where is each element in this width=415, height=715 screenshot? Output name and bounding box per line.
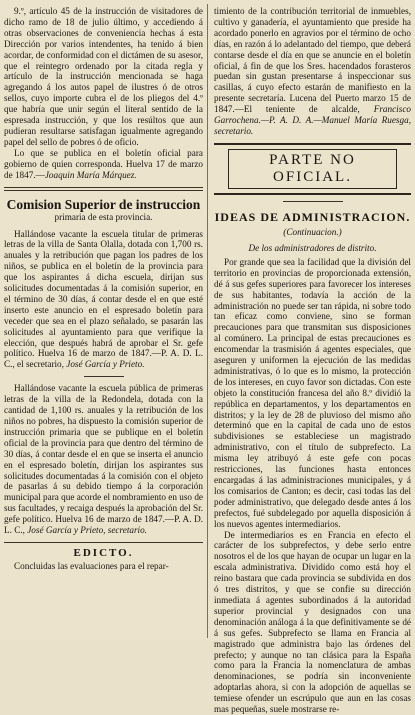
right-paragraph-1-text: timiento de la contribución territorial de inmuebles, cultivo y ganadería, el ayuntamiento que preside ha acordado ponerlo en agravios por el término de ocho días, en razón á lo adelantado del tiempo, que deberá contarse desde el día en que se anuncie en el boletín oficial, á fin de que los Sres. hacendados forasteros puedan sin gustan presentarse á inspeccionar sus casillas, á cuyo efecto estarán de manifiesto en la presente secretaría. Lucena del Puerto marzo 15 de 1847.—El teniente de alcalde,	[214, 6, 411, 115]
right-paragraph-3: De intermediarios es en Francia en efecto el carácter de los subprefectos, y debe serlo entre nosotros el de los que hayan de ocupar un lugar en la escala administrativa. Dividido como está hoy el reino bastara que cada provincia se subdivida en dos ó tres distritos, y que se confie su dirección inmediata á agentes subordinados á la autoridad superior provincial y designados con una denominación análoga á la que definitivamente se dé á sus gefes. Subprefecto se llama en Francia al magistrado que administra bajo las órdenes del prefecto; y aunque no tan clásica para la España como para la Francia la nomenclatura de ambas denominaciones, se podría sin inconveniente adoptarlas ahora, si con la adopción de aquellas se temiese ofender un escrúpulo que aun en las cosas mas pequeñas, suele mostrarse re-	[214, 529, 411, 715]
left-paragraph-5: Concluidas las evaluaciones para el repar-	[14, 560, 169, 571]
section-rule-top	[4, 187, 203, 188]
left-paragraph-3-signature: José García y Prieto.	[66, 359, 145, 370]
banner-title: PARTE NO OFICIAL.	[228, 149, 397, 189]
ideas-rule	[283, 201, 343, 202]
section-subtitle: primaria de esta provincia.	[54, 211, 153, 222]
right-paragraph-1	[214, 6, 411, 137]
left-paragraph-3-text: Hallándose vacante la escuela titular de primeras letras de la villa de Santa Olalla, dotada con 1,700 rs. anuales y la retribución que pagan los padres de los niños, se publica en el boletín de la provincia para que los aspirantes á dicha escuela, dirijan sus solicitudes documentadas á la comisión superior, en el término de 30 días, á contar desde el en que esté inserto este anuncio en el espresado boletín para veceder que sea en el plazo señalado, se pasarán las solicitudes al ayuntamiento para que verifique la elección, que después habrá de aprobar el Sr. gefe político. Huelva 16 de marzo de 1847.—P. A. D. L. C., el secretario,	[4, 228, 203, 370]
left-paragraph-2-signature: Joaquin María Márquez.	[44, 169, 137, 180]
section-title: Comision Superior de instruccion	[6, 196, 201, 212]
left-paragraph-2-text: Lo que se publica en el boletín oficial para gobierno de quien corresponda. Huelva 17 de marzo de 1847.	[4, 147, 203, 180]
edicto-heading: EDICTO.	[73, 546, 134, 559]
left-paragraph-4-signature: José García y Prieto, secretario.	[27, 525, 147, 536]
banner-frame	[214, 143, 411, 195]
section-rule-top-2	[4, 190, 203, 191]
left-paragraph-4	[4, 383, 203, 536]
ideas-title: IDEAS DE ADMINISTRACION.	[214, 209, 411, 224]
edicto-rule	[4, 542, 203, 543]
left-paragraph-3	[4, 229, 203, 371]
column-divider	[207, 4, 208, 638]
left-paragraph-2: Lo que se publica en el boletín oficial para gobierno de quien corresponda. Huelva 17 de marzo de 1847.—Joaquin María Márquez.	[4, 147, 203, 180]
continuation-label: (Continuacion.)	[283, 226, 342, 237]
right-paragraph-1-signature: Francisco Garrochena.—P. A. D. A.—Manuel María Ruesga, secretario.	[214, 104, 411, 136]
right-column	[214, 6, 411, 715]
left-column	[4, 6, 203, 638]
right-paragraph-2: Por grande que sea la facilidad que la división del territorio en provincias de proporcionada extensión, dé á sus gefes superiores para favorecer los intereses de sus habitantes, todavía la acción de la administración no puede ser tan rápida, ni sobre todo tan eficaz como conviene, sino se forman precauciones para que transmitan sus disposiciones al comúnero. La principal de estas precauciones es encomendar la trasmisión á agentes especiales, que aseguren y uniformen la ejecución de las medidas administrativas, ó lo que es lo mismo, la protección de los intereses, en cuyo favor son dictadas. Con este objeto la constitución francesa del año 8.º dividió la república en departamentos, y los departamentos en distritos; y la ley de 28 de pluvioso del mismo año determinó que en la capital de cada uno de estos subdivisiones se estableciese un magistrado administrativo, con el título de subprefecto. La misma ley atribuyó á este gefe con pocas restricciones, las funciones hasta entonces encargadas á las administraciones municipales, y á los comisarios de Canton; es decir, casi todas las del poder administrativo, que delegado desde antes á los prefectos, fué subdelegado por aquella disposición á los nuevos agentes intermediarios.	[214, 256, 411, 529]
left-paragraph-1: 9.º, artículo 45 de la instrucción de visitadores de dicho ramo de 18 de julio último, y accediendo á otras observaciones de conveniencia hechas á esta Dirección por varios intendentes, ha tenido á bien acordar, de conformidad con el dictámen de su asesor, que el reintegro ordenado por la citada regla y artículo de la instrucción mencionada se haga agregando á los autos papel de ilustres ó de otros sellos, cuyo importe cubra el de los pliegos del 4.º que habría que unir según el literal sentido de la espresada instrucción, y que los resúltos que aun pudieran resultarse satisfagan igualmente agregando papel del sello de pobres ó de oficio.	[4, 6, 203, 147]
article-subtitle: De los administradores de distrito.	[248, 242, 377, 253]
left-paragraph-4-text: Hallándose vacante la escuela pública de primeras letras de la villa de la Redondela, dotada con la cantidad de 1,100 rs. anuales y la retribución de los niños no pobres, ha dispuesto la comisión superior de instrucción primaria que se publique en el boletín oficial de la provincia para que dentro del término de 30 días, á contar desde el en que se inserta el anuncio en el espresado boletín, dirijan los aspirantes sus solicitudes documentadas á la comisión con el objeto de pasarlas á su debido tiempo á la corporación municipal para que acorde el nombramiento en uso de sus facultades, y recaiga después la aprobación del Sr. gefe político. Huelva 16 de marzo de 1847.—P. A. D. L. C.,	[4, 383, 203, 536]
separator-rule	[84, 376, 124, 377]
